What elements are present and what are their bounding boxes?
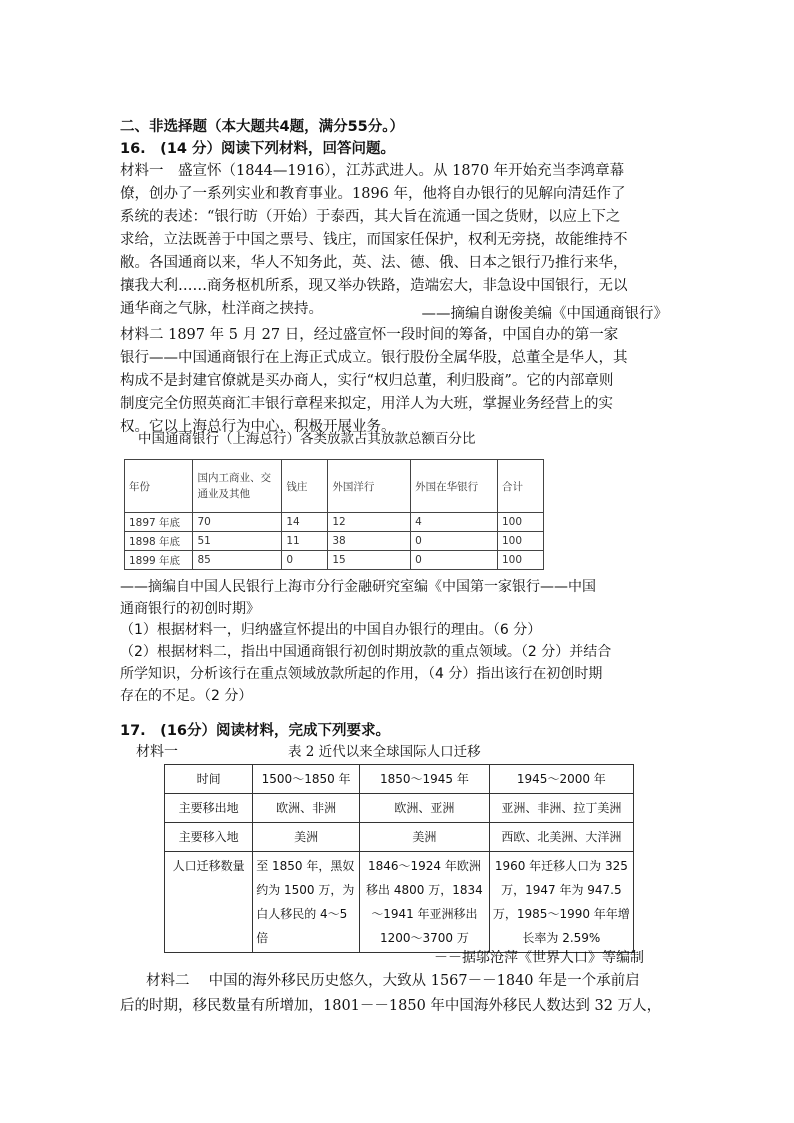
section-heading: 二、非选择题（本大题共4题，满分55分。）	[120, 119, 405, 135]
q16-material1-line: 系统的表述：“银行昉（开始）于泰西，其大旨在流通一国之货财，以应上下之	[120, 209, 621, 225]
table-cell: 1899 年底	[125, 551, 193, 570]
table-cell: 12	[328, 513, 411, 532]
table-cell: 100	[497, 551, 543, 570]
table-row	[125, 513, 544, 532]
q17-heading: 17. (16分）阅读材料，完成下列要求。	[120, 723, 390, 739]
table-row	[165, 765, 634, 794]
table-header: 时间	[165, 765, 253, 794]
table-row	[165, 852, 634, 953]
q16-material1-line: 攘我大利……商务枢机所系，现又举办铁路，造端宏大，非急设中国银行，无以	[120, 278, 628, 294]
table-cell: 0	[411, 532, 498, 551]
table-cell: 14	[282, 513, 328, 532]
table-row	[165, 794, 634, 823]
table-cell: 11	[282, 532, 328, 551]
table-cell: 西欧、北美洲、大洋洲	[489, 823, 633, 852]
table-header: 1945～2000 年	[489, 765, 633, 794]
migration-table	[164, 764, 634, 953]
q16-table-title: 中国通商银行（上海总行）各类放款占其放款总额百分比	[138, 431, 476, 447]
q16-material2-line: 权。它以上海总行为中心，积极开展业务。	[120, 419, 396, 435]
q16-material2-line: 材料二 1897 年 5 月 27 日，经过盛宣怀一段时间的筹备，中国自办的第一家	[120, 327, 619, 343]
table-cell: 4	[411, 513, 498, 532]
table-cell: 1898 年底	[125, 532, 193, 551]
q17-material2-line: 后的时期，移民数量有所增加，1801－－1850 年中国海外移民人数达到 32 万人，	[120, 998, 662, 1014]
table-cell: 主要移出地	[165, 794, 253, 823]
table-header: 年份	[125, 460, 193, 513]
table-header: 外国洋行	[328, 460, 411, 513]
table-cell: 主要移入地	[165, 823, 253, 852]
table-cell: 0	[282, 551, 328, 570]
table-cell: 至 1850 年，黑奴约为 1500 万，为白人移民的 4～5 倍	[253, 852, 360, 953]
q16-question: 所学知识，分析该行在重点领域放款所起的作用，（4 分）指出该行在初创时期	[120, 666, 603, 682]
bank-loans-table	[124, 459, 544, 570]
table-cell: 1960 年迁移人口为 325 万，1947 年为 947.5 万，1985～1990 年年增长率为 2.59%	[489, 852, 633, 953]
table-header: 1850～1945 年	[360, 765, 490, 794]
q16-material1-source: ——摘编自谢俊美编《中国通商银行》	[421, 306, 668, 322]
table-cell: 38	[328, 532, 411, 551]
q16-question: （2）根据材料二，指出中国通商银行初创时期放款的重点领域。（2 分）并结合	[120, 644, 612, 660]
table-cell: 15	[328, 551, 411, 570]
q16-material2-line: 制度完全仿照英商汇丰银行章程来拟定，用洋人为大班，掌握业务经营上的实	[120, 396, 613, 412]
table-cell: 51	[193, 532, 282, 551]
table-header: 1500～1850 年	[253, 765, 360, 794]
q16-material1-line: 求给，立法既善于中国之票号、钱庄，而国家任保护，权利无旁挠，故能维持不	[120, 232, 628, 248]
q16-question: 存在的不足。（2 分）	[120, 688, 253, 704]
q16-heading: 16. (14 分）阅读下列材料，回答问题。	[120, 141, 396, 157]
table-cell: 欧洲、非洲	[253, 794, 360, 823]
q17-table-title: 表 2 近代以来全球国际人口迁移	[288, 744, 481, 760]
q17-source: －－据邬沧萍《世界人口》等编制	[434, 950, 644, 966]
table-cell: 100	[497, 513, 543, 532]
table-row	[165, 823, 634, 852]
table-header: 国内工商业、交通业及其他	[193, 460, 282, 513]
q16-material1-line: 敝。各国通商以来，华人不知务此，英、法、德、俄、日本之银行乃推行来华，	[120, 255, 628, 271]
q16-material2-line: 构成不是封建官僚就是买办商人，实行“权归总董，利归股商”。它的内部章则	[120, 373, 614, 389]
q16-material1-line: 通华商之气脉，杜洋商之挟持。	[120, 301, 323, 317]
table-cell: 0	[411, 551, 498, 570]
table-cell: 欧洲、亚洲	[360, 794, 490, 823]
q16-source2-line: 通商银行的初创时期》	[120, 601, 260, 617]
table-row	[125, 551, 544, 570]
table-header: 外国在华银行	[411, 460, 498, 513]
table-cell: 1846～1924 年欧洲移出 4800 万，1834～1941 年亚洲移出 1200～3700 万	[360, 852, 490, 953]
table-cell: 美洲	[360, 823, 490, 852]
q16-source2-line: ——摘编自中国人民银行上海市分行金融研究室编《中国第一家银行——中国	[120, 579, 596, 595]
q16-material2-line: 银行——中国通商银行在上海正式成立。银行股份全属华股，总董全是华人，其	[120, 350, 628, 366]
q16-material1-line: 僚，创办了一系列实业和教育事业。1896 年，他将自办银行的见解向清廷作了	[120, 186, 626, 202]
q17-material2-line: 材料二 中国的海外移民历史悠久，大致从 1567－－1840 年是一个承前启	[146, 973, 640, 989]
table-cell: 人口迁移数量	[165, 852, 253, 953]
table-cell: 85	[193, 551, 282, 570]
table-cell: 1897 年底	[125, 513, 193, 532]
table-header: 合计	[497, 460, 543, 513]
table-header: 钱庄	[282, 460, 328, 513]
table-cell: 70	[193, 513, 282, 532]
table-cell: 美洲	[253, 823, 360, 852]
q16-material1-line: 材料一 盛宣怀（1844—1916），江苏武进人。从 1870 年开始充当李鸿章幕	[120, 163, 625, 179]
table-cell: 100	[497, 532, 543, 551]
table-row	[125, 532, 544, 551]
q17-material1-label: 材料一	[136, 744, 178, 760]
q16-question: （1）根据材料一，归纳盛宣怀提出的中国自办银行的理由。（6 分）	[120, 622, 542, 638]
table-cell: 亚洲、非洲、拉丁美洲	[489, 794, 633, 823]
